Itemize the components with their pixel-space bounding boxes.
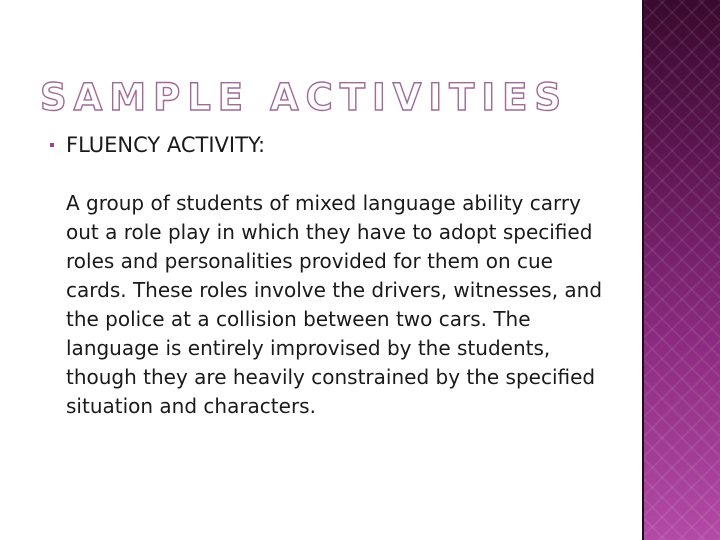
decorative-side-panel xyxy=(642,0,720,540)
square-bullet-icon xyxy=(50,143,54,147)
bullet-item xyxy=(46,131,616,159)
title-outline-text xyxy=(40,68,620,124)
title-text: SAMPLE ACTIVITIES xyxy=(40,76,569,119)
slide-content xyxy=(46,131,616,421)
body-paragraph: A group of students of mixed language ability carry out a role play in which they have to adopt specified roles and personalities provided for them on cue cards. These roles involve the drivers, witnesses, and the police at a collision between two cars. The language is entirely improvised by the students, though they are heavily constrained by the specified situation and characters. xyxy=(66,191,603,418)
bullet-heading: FLUENCY ACTIVITY: xyxy=(66,133,266,157)
slide-title xyxy=(40,68,620,124)
